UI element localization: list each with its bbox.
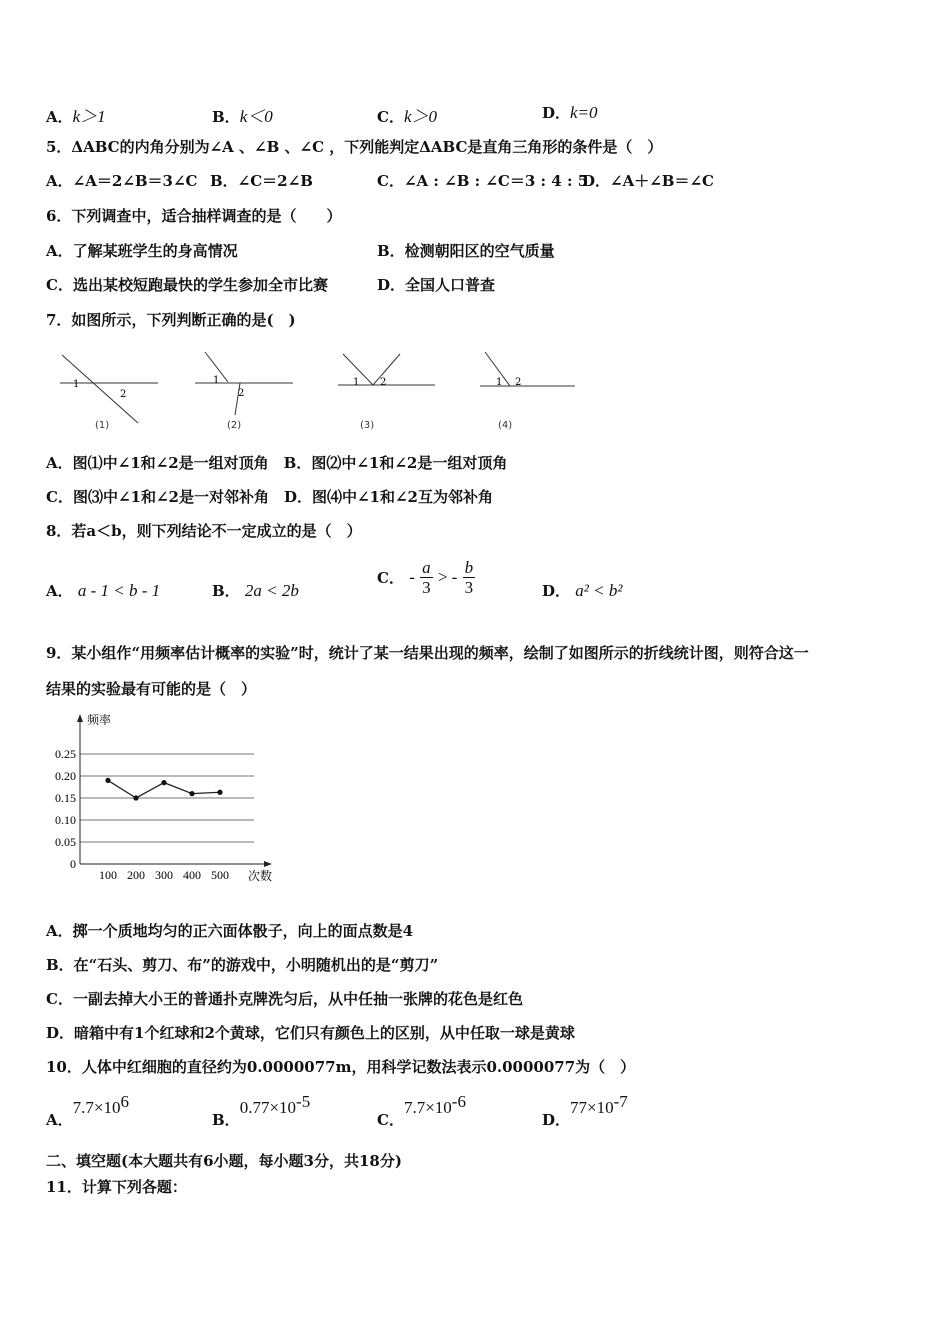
q7-figure-2 [195, 352, 293, 415]
q7-fig3-angle-2: 2 [380, 377, 387, 388]
q7-caption-1: (1) [95, 420, 110, 431]
q6-stem: 6．下列调查中，适合抽样调查的是（ ） [46, 207, 342, 225]
q10-option-d: D．$77\times 10^{-7}$ [542, 1092, 628, 1129]
data-point [133, 795, 138, 800]
q9-stem-line1: 9．某小组作“用频率估计概率的实验”时，统计了某一结果出现的频率，绘制了如图所示的折线统计图，则符合这一 [46, 644, 809, 662]
data-point [161, 780, 166, 785]
q9-option-a: A．掷一个质地均匀的正六面体骰子，向上的面点数是4 [46, 922, 414, 940]
q10-option-b: B．$0.77\times 10^{-5}$ [212, 1092, 311, 1129]
q10-option-c: C．$7.7\times 10^{-6}$ [377, 1092, 466, 1129]
q4-option-a: A．k＞1 [46, 107, 106, 126]
q7-fig4-angle-2: 2 [515, 377, 522, 388]
q9-stem-line2: 结果的实验最有可能的是（ ） [46, 680, 257, 698]
q7-fig2-angle-2: 2 [238, 388, 245, 399]
x-axis-arrow [264, 861, 272, 867]
y-tick-label: 0 [70, 857, 76, 871]
y-axis-label: 频率 [87, 713, 112, 727]
q8-option-a: A． a - 1 < b - 1 [46, 581, 161, 600]
q8-stem: 8．若a＜b，则下列结论不一定成立的是（ ） [46, 522, 362, 540]
q9-line-chart [40, 708, 300, 888]
q8-option-b: B． 2a < 2b [212, 581, 299, 600]
x-tick-label: 400 [183, 868, 201, 882]
q4-option-b: B．k＜0 [212, 107, 273, 126]
x-tick-label: 300 [155, 868, 173, 882]
q4-option-d: D．k=0 [542, 103, 598, 122]
q5-option-b: B．∠C＝2∠B [210, 172, 313, 190]
q10-option-a: A．$7.7\times 10^6$ [46, 1092, 129, 1129]
section-2-title: 二、填空题(本大题共有6小题，每小题3分，共18分) [46, 1152, 402, 1170]
q7-options-cd: C．图⑶中∠1和∠2是一对邻补角 D．图⑷中∠1和∠2互为邻补角 [46, 488, 493, 506]
x-tick-label: 200 [127, 868, 145, 882]
y-tick-label: 0.10 [55, 813, 76, 827]
x-axis-label: 次数 [248, 869, 273, 883]
q9-option-b: B．在“石头、剪刀、布”的游戏中，小明随机出的是“剪刀” [46, 956, 439, 974]
q7-fig2-angle-1: 1 [213, 375, 220, 386]
q7-stem: 7．如图所示，下列判断正确的是( ) [46, 311, 296, 329]
q6-option-c: C．选出某校短跑最快的学生参加全市比赛 [46, 276, 328, 294]
data-point [105, 778, 110, 783]
q5-option-a: A．∠A＝2∠B＝3∠C [46, 172, 198, 190]
data-point [189, 791, 194, 796]
q5-stem: 5．ΔABC的内角分别为∠A 、∠B 、∠C ，下列能判定ΔABC是直角三角形的条件是（ ） [46, 138, 663, 156]
q7-caption-2: (2) [227, 420, 242, 431]
q7-caption-3: (3) [360, 420, 375, 431]
q8-option-c: C． - $\frac{a}{3}$ > - $\frac{b}{3}$ [377, 558, 474, 597]
q11-stem: 11．计算下列各题： [46, 1178, 187, 1196]
q6-option-a: A．了解某班学生的身高情况 [46, 242, 238, 260]
x-tick-label: 500 [211, 868, 229, 882]
q7-fig4-angle-1: 1 [496, 377, 503, 388]
q6-option-d: D．全国人口普查 [377, 276, 496, 294]
y-tick-label: 0.15 [55, 791, 76, 805]
q5-option-d: D．∠A＋∠B＝∠C [582, 172, 714, 190]
y-tick-label: 0.05 [55, 835, 76, 849]
q7-fig1-angle-1: 1 [73, 379, 80, 390]
q7-fig3-angle-1: 1 [353, 377, 360, 388]
y-axis-arrow [77, 714, 83, 722]
q7-caption-4: (4) [498, 420, 513, 431]
x-tick-label: 100 [99, 868, 117, 882]
q7-options-ab: A．图⑴中∠1和∠2是一组对顶角 B．图⑵中∠1和∠2是一组对顶角 [46, 454, 508, 472]
q4-option-c: C．k＞0 [377, 107, 437, 126]
q7-figures [40, 340, 600, 440]
q6-option-b: B．检测朝阳区的空气质量 [377, 242, 555, 260]
q7-fig1-angle-2: 2 [120, 389, 127, 400]
data-point [217, 790, 222, 795]
q7-figure-4 [480, 352, 575, 386]
y-tick-label: 0.20 [55, 769, 76, 783]
q5-option-c: C．∠A : ∠B : ∠C＝3 : 4 : 5 [377, 172, 589, 190]
q10-stem: 10．人体中红细胞的直径约为0.0000077m，用科学记数法表示0.0000077为（ ） [46, 1058, 636, 1076]
y-tick-label: 0.25 [55, 747, 76, 761]
q9-option-d: D．暗箱中有1个红球和2个黄球，它们只有颜色上的区别，从中任取一球是黄球 [46, 1024, 575, 1042]
q8-option-d: D． a² < b² [542, 581, 623, 600]
q9-option-c: C．一副去掉大小王的普通扑克牌洗匀后，从中任抽一张牌的花色是红色 [46, 990, 523, 1008]
